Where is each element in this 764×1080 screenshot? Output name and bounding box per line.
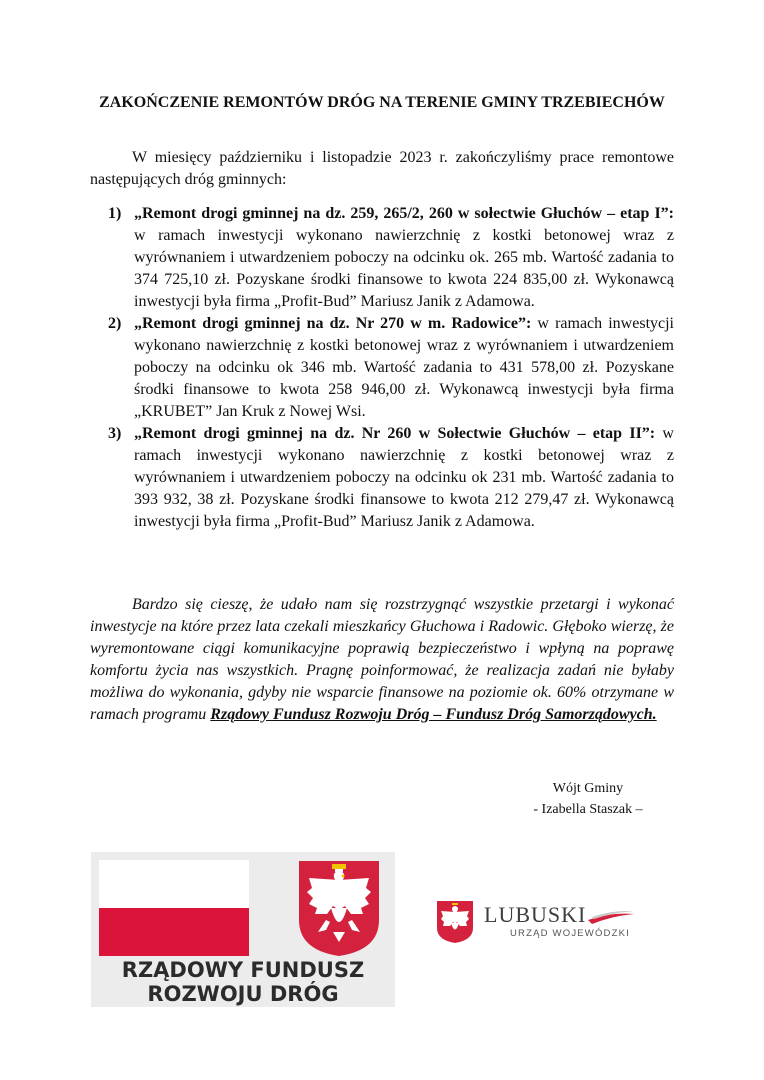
closing-paragraph: [90, 594, 674, 726]
list-item-heading: „Remont drogi gminnej na dz. Nr 270 w m. Radowice”:: [134, 315, 532, 332]
list-item-body: w ramach inwestycji wykonano nawierzchnię z kostki betonowej wraz z wyrównaniem i utwardzeniem poboczy na odcinku ok 231 mb. Wartość zadania to 393 932, 38 zł. Pozyskane środki finansowe to kwota 212 279,47 zł. Wykonawcą inwestycji była firma „Profit-Bud” Mariusz Janik z Adamowa.: [134, 425, 674, 530]
intro-paragraph: W miesięcy październiku i listopadzie 2023 r. zakończyliśmy prace remontowe następujących dróg gminnych:: [90, 149, 674, 188]
rfrd-logo-text: [91, 958, 395, 1006]
list-item-number: 3): [108, 425, 122, 442]
rfrd-logo: [91, 852, 395, 1007]
closing-text: Bardzo się cieszę, że udało nam się rozstrzygnąć wszystkie przetargi i wykonać inwestycje na które przez lata czekali mieszkańcy Głuchowa i Radowic. Głęboko wierzę, że wyremontowane ciągi komunikacyjne poprawią bezpieczeństwo i wpłyną na poprawę komfortu życia nas wszystkich. Pragnę poinformować, że realizacja zadań nie byłaby możliwa do wykonania, gdyby nie wsparcie finansowe na poziomie ok. 60% otrzymane w ramach programu: [90, 596, 674, 723]
list-item-heading: „Remont drogi gminnej na dz. Nr 260 w Sołectwie Głuchów – etap II”:: [134, 425, 656, 442]
list-item-body: w ramach inwestycji wykonano nawierzchnię z kostki betonowej wraz z wyrównaniem i utwardzeniem poboczy na odcinku ok 346 mb. Wartość zadania to 431 578,00 zł. Pozyskane środki finansowe to kwota 258 946,00 zł. Wykonawcą inwestycji była firma „KRUBET” Jan Kruk z Nowej Wsi.: [134, 315, 675, 420]
flag-red-stripe: [99, 908, 249, 956]
polish-eagle-icon: [436, 900, 474, 944]
flag-swoosh-icon: [586, 910, 636, 926]
lubuski-logo-name: LUBUSKI: [484, 902, 587, 927]
list-item-number: 2): [108, 315, 122, 332]
list-item-number: 1): [108, 205, 122, 222]
rfrd-logo-line2: ROZWOJU DRÓG: [147, 982, 339, 1006]
rfrd-logo-line1: RZĄDOWY FUNDUSZ: [121, 958, 365, 982]
flag-white-stripe: [99, 860, 249, 908]
list-item: [108, 203, 674, 313]
list-item: [108, 313, 674, 423]
road-list: [108, 203, 674, 533]
list-item-heading: „Remont drogi gminnej na dz. 259, 265/2, 260 w sołectwie Głuchów – etap I”:: [134, 205, 674, 222]
lubuski-logo-subtitle: URZĄD WOJEWÓDZKI: [510, 928, 630, 939]
signature-block: [520, 778, 656, 820]
polish-eagle-icon: [296, 858, 382, 958]
signature-role: Wójt Gminy: [552, 781, 624, 796]
signature-name: - Izabella Staszak –: [533, 802, 643, 817]
document-title: ZAKOŃCZENIE REMONTÓW DRÓG NA TERENIE GMINY TRZEBIECHÓW: [99, 94, 665, 111]
list-item-body: w ramach inwestycji wykonano nawierzchnię z kostki betonowej wraz z wyrównaniem i utwardzeniem poboczy na odcinku ok. 265 mb. Wartość zadania to 374 725,10 zł. Pozyskane środki finansowe to kwota 224 835,00 zł. Wykonawcą inwestycji była firma „Profit-Bud” Mariusz Janik z Adamowa.: [134, 227, 674, 310]
list-item: [108, 423, 674, 533]
program-name: Rządowy Fundusz Rozwoju Dróg – Fundusz Dróg Samorządowych.: [210, 706, 657, 723]
lubuski-logo: [436, 898, 646, 948]
